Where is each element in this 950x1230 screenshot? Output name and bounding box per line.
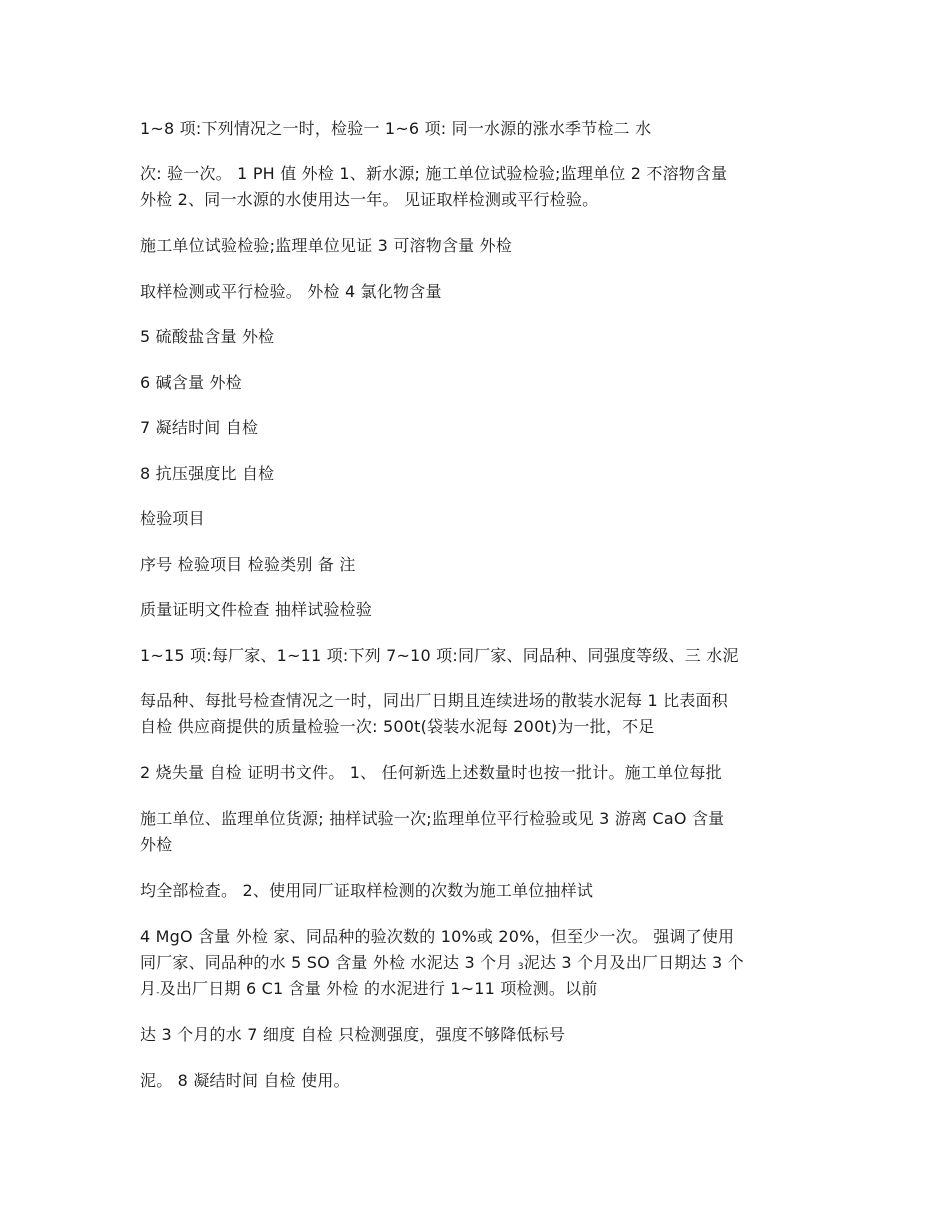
text-line: 1~15 项:每厂家、1~11 项:下列 7~10 项:同厂家、同品种、同强度等级、三 水泥 (140, 646, 739, 665)
text-line: 泥。 8 凝结时间 自检 使用。 (140, 1071, 350, 1090)
text-fragment: 月 (140, 979, 157, 998)
dash-mark: - (156, 988, 160, 998)
text-line: 外检 (140, 835, 173, 854)
text-line (140, 952, 820, 977)
text-line (140, 978, 820, 1003)
text-fragment: 泥达 3 个月及出厂日期达 3 个 (523, 953, 744, 972)
text-line: 2 烧失量 自检 证明书文件。 1、 任何新选上述数量时也按一批计。施工单位每批 (140, 763, 722, 782)
text-line: 均全部检查。 2、使用同厂证取样检测的次数为施工单位抽样试 (140, 881, 594, 900)
text-line: 次: 验一次。 1 PH 值 外检 1、新水源; 施工单位试验检验;监理单位 2 不溶物含量 (140, 164, 728, 183)
text-line: 每品种、每批号检查情况之一时，同出厂日期且连续进场的散装水泥每 1 比表面积 (140, 691, 728, 710)
text-line: 7 凝结时间 自检 (140, 418, 259, 437)
text-line: 达 3 个月的水 7 细度 自检 只检测强度，强度不够降低标号 (140, 1025, 566, 1044)
text-line: 6 碱含量 外检 (140, 373, 242, 392)
superscript-mark: 3 (517, 962, 524, 972)
text-line: 检验项目 (140, 509, 205, 528)
text-line: 取样检测或平行检验。 外检 4 氯化物含量 (140, 282, 442, 301)
text-line: 施工单位试验检验;监理单位见证 3 可溶物含量 外检 (140, 236, 513, 255)
text-line: 5 硫酸盐含量 外检 (140, 327, 275, 346)
text-line: 自检 供应商提供的质量检验一次: 500t(袋装水泥每 200t)为一批，不足 (140, 717, 655, 736)
text-line: 施工单位、监理单位货源; 抽样试验一次;监理单位平行检验或见 3 游离 CaO 含量 (140, 809, 725, 828)
text-line: 质量证明文件检查 抽样试验检验 (140, 600, 373, 619)
text-line: 4 MgO 含量 外检 家、同品种的验次数的 10%或 20%，但至少一次。 强调了使用 (140, 927, 735, 946)
text-fragment: 同厂家、同品种的水 5 SO 含量 外检 水泥达 3 个月 (140, 953, 513, 972)
text-line: 1~8 项:下列情况之一时，检验一 1~6 项: 同一水源的涨水季节检二 水 (140, 119, 652, 138)
text-line: 外检 2、同一水源的水使用达一年。 见证取样检测或平行检验。 (140, 190, 599, 209)
text-line: 序号 检验项目 检验类别 备 注 (140, 555, 356, 574)
text-fragment: 及出厂日期 6 C1 含量 外检 的水泥进行 1~11 项检测。以前 (159, 979, 598, 998)
text-line: 8 抗压强度比 自检 (140, 464, 275, 483)
